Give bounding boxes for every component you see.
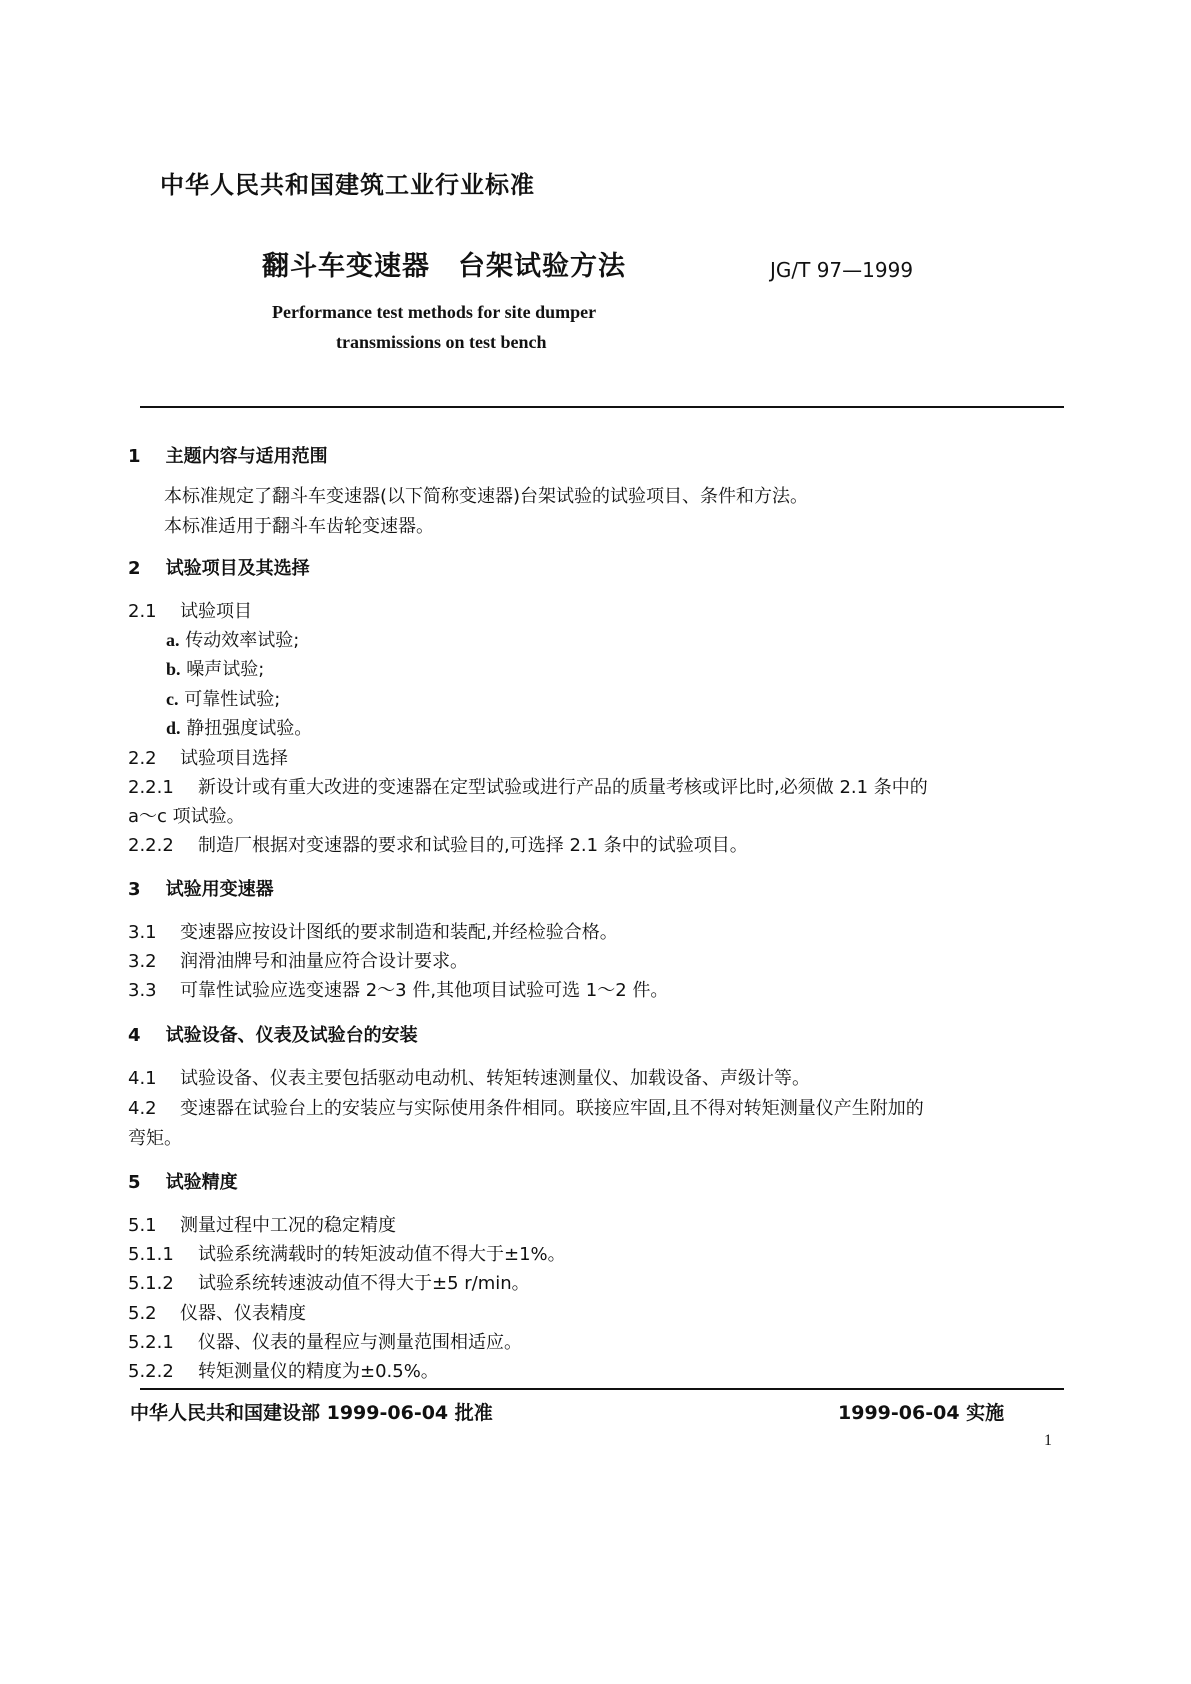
section-4-heading bbox=[128, 1021, 418, 1047]
clause-text: 试验设备、仪表主要包括驱动电动机、转矩转速测量仪、加载设备、声级计等。 bbox=[180, 1068, 810, 1089]
clause-number: 2.2.2 bbox=[128, 835, 174, 856]
clause-text: 变速器在试验台上的安装应与实际使用条件相同。联接应牢固,且不得对转矩测量仪产生附加的 bbox=[180, 1098, 924, 1119]
clause-text: 变速器应按设计图纸的要求制造和装配,并经检验合格。 bbox=[180, 922, 618, 943]
list-text: 静扭强度试验。 bbox=[186, 718, 313, 739]
approval-line: 中华人民共和国建设部 1999-06-04 批准 bbox=[130, 1402, 493, 1424]
clause-number: 3.1 bbox=[128, 922, 157, 943]
en-title-line2: transmissions on test bench bbox=[336, 332, 547, 352]
section-number: 5 bbox=[128, 1172, 141, 1193]
clause-text: 试验系统满载时的转矩波动值不得大于±1%。 bbox=[198, 1244, 566, 1265]
section-2-heading bbox=[128, 554, 310, 580]
section-1-heading bbox=[128, 442, 328, 468]
section-5-heading bbox=[128, 1168, 238, 1194]
org-title: 中华人民共和国建筑工业行业标准 bbox=[160, 171, 535, 199]
section-title: 试验用变速器 bbox=[165, 879, 274, 900]
section-title: 主题内容与适用范围 bbox=[165, 446, 328, 467]
clause-text: 转矩测量仪的精度为±0.5%。 bbox=[198, 1361, 439, 1382]
clause-number: 5.2.2 bbox=[128, 1361, 174, 1382]
doc-code: JG/T 97—1999 bbox=[770, 258, 914, 282]
list-item bbox=[166, 714, 312, 740]
section-title: 试验设备、仪表及试验台的安装 bbox=[165, 1025, 418, 1046]
clause-2-2-1 bbox=[128, 773, 928, 799]
clause-3-2 bbox=[128, 947, 468, 973]
footer-rule bbox=[140, 1388, 1064, 1390]
list-text: 可靠性试验; bbox=[184, 689, 281, 710]
list-text: 噪声试验; bbox=[186, 659, 265, 680]
clause-number: 5.1 bbox=[128, 1215, 157, 1236]
clause-5-1 bbox=[128, 1211, 396, 1237]
section-number: 2 bbox=[128, 558, 141, 579]
clause-5-2-2 bbox=[128, 1357, 439, 1383]
clause-3-1 bbox=[128, 918, 618, 944]
clause-2-1 bbox=[128, 597, 252, 623]
section-3-heading bbox=[128, 875, 274, 901]
doc-title: 翻斗车变速器 台架试验方法 bbox=[262, 251, 626, 282]
clause-number: 2.1 bbox=[128, 601, 157, 622]
clause-number: 4.1 bbox=[128, 1068, 157, 1089]
section-number: 1 bbox=[128, 446, 141, 467]
header-rule bbox=[140, 406, 1064, 408]
list-item bbox=[166, 655, 264, 681]
clause-number: 5.1.2 bbox=[128, 1273, 174, 1294]
clause-5-1-2 bbox=[128, 1269, 530, 1295]
list-item bbox=[166, 626, 299, 652]
clause-number: 3.2 bbox=[128, 951, 157, 972]
list-marker: a. bbox=[166, 630, 180, 650]
page-number: 1 bbox=[1044, 1432, 1052, 1449]
clause-text: 测量过程中工况的稳定精度 bbox=[180, 1215, 396, 1236]
clause-text: 试验系统转速波动值不得大于±5 r/min。 bbox=[198, 1273, 530, 1294]
clause-text: 制造厂根据对变速器的要求和试验目的,可选择 2.1 条中的试验项目。 bbox=[198, 835, 748, 856]
clause-number: 2.2 bbox=[128, 748, 157, 769]
section-number: 4 bbox=[128, 1025, 141, 1046]
clause-4-1 bbox=[128, 1064, 810, 1090]
clause-text: 试验项目 bbox=[180, 601, 252, 622]
clause-text: 润滑油牌号和油量应符合设计要求。 bbox=[180, 951, 468, 972]
clause-2-2-2 bbox=[128, 831, 748, 857]
effective-line: 1999-06-04 实施 bbox=[838, 1402, 1005, 1424]
paragraph: 本标准规定了翻斗车变速器(以下简称变速器)台架试验的试验项目、条件和方法。 bbox=[164, 486, 809, 507]
clause-text: 试验项目选择 bbox=[180, 748, 288, 769]
list-marker: b. bbox=[166, 659, 181, 679]
clause-number: 5.2 bbox=[128, 1303, 157, 1324]
section-number: 3 bbox=[128, 879, 141, 900]
clause-5-2 bbox=[128, 1299, 306, 1325]
clause-5-1-1 bbox=[128, 1240, 566, 1266]
clause-2-2 bbox=[128, 744, 288, 770]
list-text: 传动效率试验; bbox=[185, 630, 300, 651]
paragraph: 本标准适用于翻斗车齿轮变速器。 bbox=[164, 516, 434, 537]
list-marker: c. bbox=[166, 689, 179, 709]
list-marker: d. bbox=[166, 718, 181, 738]
en-title-line1: Performance test methods for site dumper bbox=[272, 302, 597, 322]
clause-number: 2.2.1 bbox=[128, 777, 174, 798]
section-title: 试验精度 bbox=[165, 1172, 238, 1193]
clause-text: 可靠性试验应选变速器 2～3 件,其他项目试验可选 1～2 件。 bbox=[180, 980, 669, 1001]
clause-5-2-1 bbox=[128, 1328, 522, 1354]
clause-number: 4.2 bbox=[128, 1098, 157, 1119]
list-item bbox=[166, 685, 280, 711]
clause-number: 5.1.1 bbox=[128, 1244, 174, 1265]
clause-3-3 bbox=[128, 976, 668, 1002]
section-title: 试验项目及其选择 bbox=[165, 558, 310, 579]
clause-continuation: a～c 项试验。 bbox=[128, 806, 245, 827]
clause-number: 5.2.1 bbox=[128, 1332, 174, 1353]
clause-4-2 bbox=[128, 1094, 924, 1120]
clause-text: 仪器、仪表的量程应与测量范围相适应。 bbox=[198, 1332, 522, 1353]
clause-number: 3.3 bbox=[128, 980, 157, 1001]
clause-text: 新设计或有重大改进的变速器在定型试验或进行产品的质量考核或评比时,必须做 2.1 条中的 bbox=[198, 777, 928, 798]
clause-text: 仪器、仪表精度 bbox=[180, 1303, 306, 1324]
clause-continuation: 弯矩。 bbox=[128, 1128, 182, 1149]
